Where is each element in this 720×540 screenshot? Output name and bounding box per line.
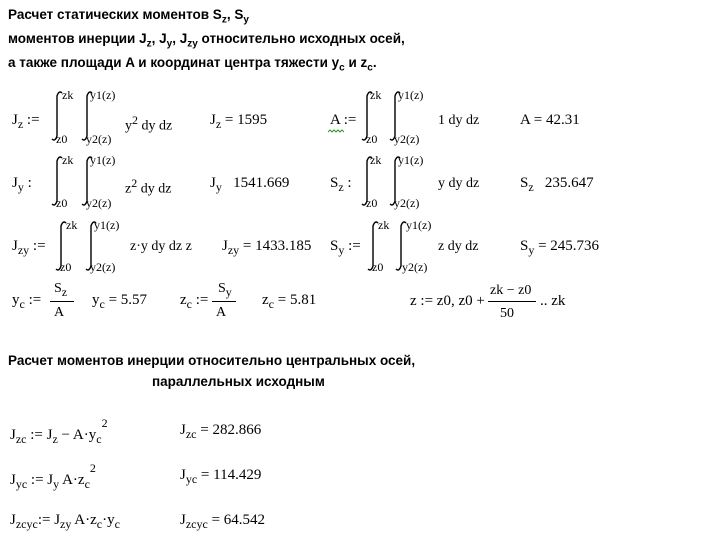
jzy-upper-outer: zk	[66, 218, 78, 232]
jy-lower-outer: z0	[56, 196, 68, 210]
heading-text: , J	[151, 31, 167, 46]
sy-integrand: z dy dz	[438, 239, 479, 254]
jz-upper-inner: y1(z)	[90, 88, 116, 102]
sy-lower-inner: y2(z)	[402, 260, 428, 274]
z-range-left: z := z0, z0 +	[410, 293, 485, 309]
jz-upper-outer: zk	[62, 88, 74, 102]
heading-sub: zy	[187, 38, 198, 50]
yc-numerator: $S_z$	[54, 281, 68, 299]
yc-label: $y_c$ :=	[12, 292, 42, 311]
area-result: A = 42.31	[520, 112, 580, 128]
zc-result: $z_c = 5.81$	[262, 292, 317, 311]
sy-upper-inner: y1(z)	[406, 218, 432, 232]
heading-sub: c	[367, 62, 373, 74]
z-range-numerator: zk − z0	[490, 283, 532, 298]
zc-fraction-bar	[212, 301, 236, 302]
jzy-lower-inner: y2(z)	[90, 260, 116, 274]
zc-denominator: A	[216, 305, 227, 320]
jyc-definition: $J_{yc}$ := $J_y$ $A\cdot z_c^2$	[10, 461, 96, 491]
sy-upper-outer: zk	[378, 218, 390, 232]
area-label: A :=	[330, 112, 357, 128]
heading-text: моментов инерции J	[8, 31, 147, 46]
jy-label: $J_y$ :	[12, 175, 32, 194]
error-squiggle	[328, 129, 344, 134]
heading-text: .	[372, 55, 377, 70]
sz-upper-inner: y1(z)	[398, 153, 424, 167]
heading-text: , S	[226, 7, 244, 22]
jyc-result: $J_{yc} = 114.429$	[180, 467, 262, 486]
sz-integrand: y dy dz	[438, 176, 480, 191]
heading-text: , J	[172, 31, 188, 46]
heading-central-moments: Расчет моментов инерции относительно центральных осей,	[8, 353, 416, 368]
sz-upper-outer: zk	[370, 153, 382, 167]
jy-result: $J_y$ 1541.669	[210, 175, 290, 194]
heading-moments-inertia	[8, 30, 405, 53]
area-lower-inner: y2(z)	[394, 132, 420, 146]
jy-lower-inner: y2(z)	[86, 196, 112, 210]
jz-lower-inner: y2(z)	[86, 132, 112, 146]
heading-text: относительно исходных осей,	[197, 31, 405, 46]
jy-upper-outer: zk	[62, 153, 74, 167]
jz-lower-outer: z0	[56, 132, 68, 146]
sy-result: $S_y = 245.736$	[520, 238, 600, 257]
heading-area-centroid	[8, 54, 377, 77]
yc-result: $y_c = 5.57$	[92, 292, 148, 311]
yc-fraction-bar	[50, 301, 74, 302]
heading-parallel-axes: параллельных исходным	[152, 374, 325, 389]
area-upper-inner: y1(z)	[398, 88, 424, 102]
jzy-integrand: z·y dy dz z	[130, 239, 192, 254]
zc-label: $z_c$ :=	[180, 292, 209, 311]
heading-sub: c	[339, 62, 345, 74]
z-range-right: .. zk	[540, 293, 566, 309]
jzy-label: $J_{zy}$ :=	[12, 238, 46, 257]
jzy-lower-outer: z0	[60, 260, 72, 274]
heading-static-moments	[8, 6, 249, 29]
jzc-definition: $J_{zc}$ := $J_z - A\cdot y_c^2$	[10, 416, 108, 446]
heading-text: и z	[344, 55, 368, 70]
sz-lower-outer: z0	[366, 196, 378, 210]
sy-lower-outer: z0	[372, 260, 384, 274]
z-range-fraction-bar	[488, 301, 536, 302]
area-upper-outer: zk	[370, 88, 382, 102]
heading-sub: z	[221, 14, 227, 26]
area-lower-outer: z0	[366, 132, 378, 146]
sz-label: $S_z$ :	[330, 175, 352, 194]
heading-sub: y	[243, 14, 249, 26]
jy-integrand: $z^2$ dy dz	[125, 176, 172, 197]
area-integrand: 1 dy dz	[438, 113, 480, 128]
jz-label: $J_z$ :=	[12, 112, 40, 131]
jzcyc-definition: $J_{zcyc}:= J_{zy}$ $A\cdot z_c\cdot y_c$	[10, 512, 120, 531]
heading-sub: y	[166, 38, 173, 50]
jzcyc-result: $J_{zcyc} = 64.542$	[180, 512, 266, 531]
sz-result: $S_z$ 235.647	[520, 175, 594, 194]
heading-sub: z	[146, 38, 152, 50]
heading-text: а также площади A и координат центра тяжести y	[8, 55, 340, 70]
jzc-result: $J_{zc} = 282.866$	[180, 422, 262, 441]
sy-label: $S_y$ :=	[330, 238, 361, 257]
jz-integrand: $y^2$ dy dz	[125, 113, 173, 134]
yc-denominator: A	[54, 305, 65, 320]
heading-text: Расчет статических моментов S	[8, 7, 222, 22]
zc-numerator: $S_y$	[218, 281, 232, 299]
jz-result: $J_z = 1595$	[210, 112, 268, 131]
jzy-result: $J_{zy} = 1433.185$	[222, 238, 312, 257]
sz-lower-inner: y2(z)	[394, 196, 420, 210]
z-range-denominator: 50	[500, 306, 514, 321]
jy-upper-inner: y1(z)	[90, 153, 116, 167]
jzy-upper-inner: y1(z)	[94, 218, 120, 232]
